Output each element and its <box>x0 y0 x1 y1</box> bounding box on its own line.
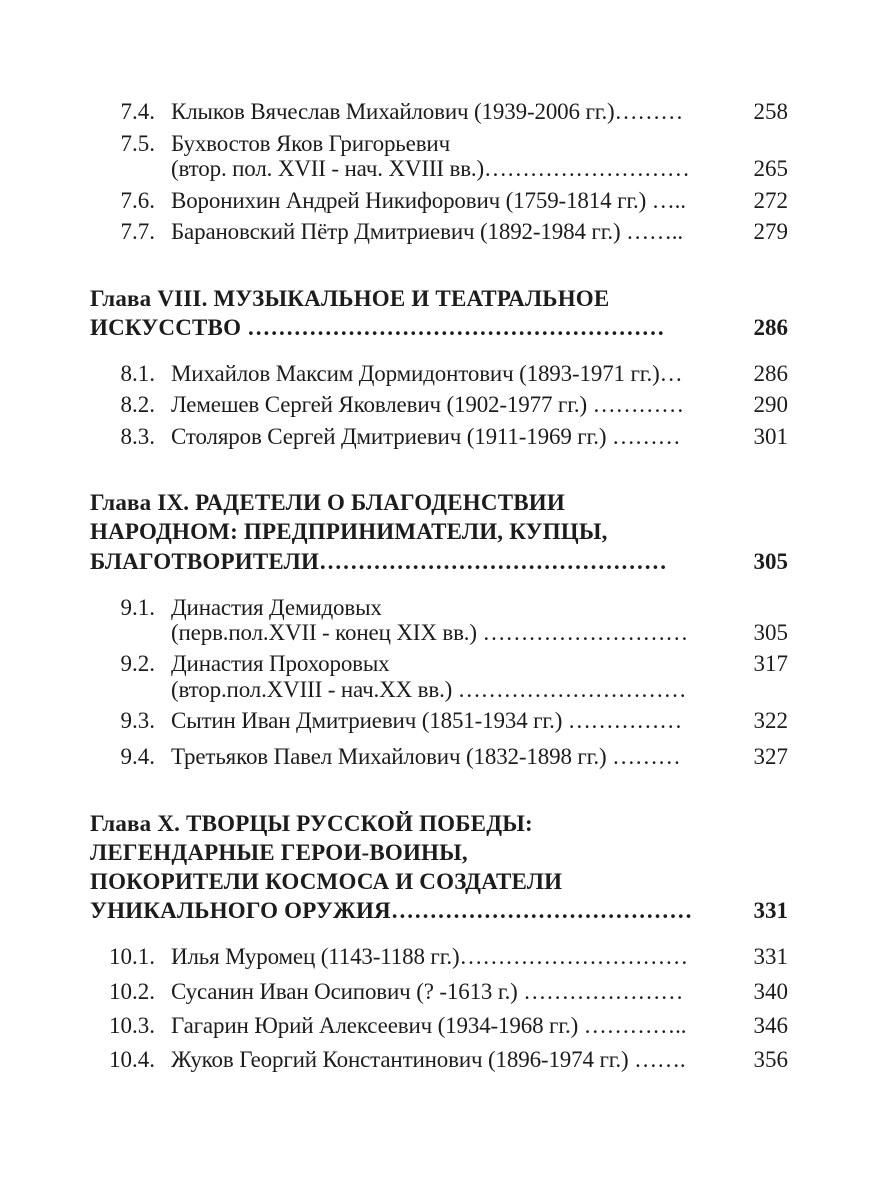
toc-entry-title: Илья Муромец (1143-1188 гг.)………………………… <box>171 944 689 969</box>
toc-entry-title: Гагарин Юрий Алексеевич (1934-1968 гг.) ………….. <box>171 1013 687 1038</box>
chapter-heading: Глава X. ТВОРЦЫ РУССКОЙ ПОБЕДЫ: <box>90 811 533 836</box>
toc-entry-number: 7.4. <box>120 99 155 124</box>
chapter-page: 331 <box>753 898 788 923</box>
toc-entry-title: Барановский Пётр Дмитриевич (1892-1984 гг.) …….. <box>171 219 683 244</box>
toc-entry-page: 340 <box>753 979 788 1004</box>
toc-entry-title: Династия Демидовых <box>171 595 382 620</box>
toc-entry-page: 258 <box>753 99 788 124</box>
toc-entry-title: Бухвостов Яков Григорьевич <box>171 131 450 156</box>
toc-entry-number: 7.5. <box>120 131 155 156</box>
toc-entry-page: 279 <box>753 219 788 244</box>
chapter-page: 286 <box>753 315 788 340</box>
toc-entry-title: Лемешев Сергей Яковлевич (1902-1977 гг.) ………… <box>171 392 684 417</box>
chapter-heading: УНИКАЛЬНОГО ОРУЖИЯ………………………………… <box>90 898 693 923</box>
toc-entry-number: 10.2. <box>109 979 155 1004</box>
toc-entry-page: 322 <box>753 708 788 733</box>
chapter-page: 305 <box>753 549 788 574</box>
toc-entry-page: 272 <box>753 188 788 213</box>
chapter-heading: Глава VIII. МУЗЫКАЛЬНОЕ И ТЕАТРАЛЬНОЕ <box>90 286 610 311</box>
toc-entry-number: 9.1. <box>120 595 155 620</box>
toc-entry-page: 286 <box>753 361 788 386</box>
toc-entry-page: 265 <box>753 156 788 181</box>
toc-entry-title-continued: (втор.пол.XVIII - нач.XX вв.) ………………………… <box>171 677 687 702</box>
toc-entry-page: 331 <box>753 944 788 969</box>
toc-entry-page: 346 <box>753 1013 788 1038</box>
toc-entry-page: 301 <box>753 424 788 449</box>
toc-entry-page: 317 <box>753 651 788 676</box>
toc-entry-number: 9.4. <box>120 744 155 769</box>
toc-entry-title: Столяров Сергей Дмитриевич (1911-1969 гг.) ……… <box>171 424 681 449</box>
toc-entry-number: 7.7. <box>120 219 155 244</box>
toc-entry-title-continued: (втор. пол. XVII - нач. XVIII вв.)……………………… <box>171 156 690 181</box>
toc-entry-title-continued: (перв.пол.XVII - конец XIX вв.) ……………………… <box>171 620 689 645</box>
toc-entry-title: Сусанин Иван Осипович (? -1613 г.) ………………… <box>171 979 684 1004</box>
toc-entry-number: 8.1. <box>120 361 155 386</box>
toc-entry-number: 10.3. <box>109 1013 155 1038</box>
chapter-heading: ИСКУССТВО ……………………………………………… <box>90 315 665 340</box>
toc-entry-page: 305 <box>753 620 788 645</box>
chapter-heading: НАРОДНОМ: ПРЕДПРИНИМАТЕЛИ, КУПЦЫ, <box>90 519 608 544</box>
chapter-heading: БЛАГОТВОРИТЕЛИ……………………………………… <box>90 549 668 574</box>
toc-entry-number: 8.2. <box>120 392 155 417</box>
toc-entry-page: 290 <box>753 392 788 417</box>
toc-entry-number: 10.1. <box>109 944 155 969</box>
chapter-heading: Глава IX. РАДЕТЕЛИ О БЛАГОДЕНСТВИИ <box>90 490 565 515</box>
toc-entry-title: Михайлов Максим Дормидонтович (1893-1971 гг.)… <box>171 361 683 386</box>
toc-entry-title: Жуков Георгий Константинович (1896-1974 гг.) ……. <box>171 1047 686 1072</box>
toc-entry-number: 8.3. <box>120 424 155 449</box>
toc-entry-number: 7.6. <box>120 188 155 213</box>
toc-entry-title: Клыков Вячеслав Михайлович (1939-2006 гг.)……… <box>171 99 684 124</box>
toc-entry-title: Сытин Иван Дмитриевич (1851-1934 гг.) …………… <box>171 708 683 733</box>
chapter-heading: ПОКОРИТЕЛИ КОСМОСА И СОЗДАТЕЛИ <box>90 869 563 894</box>
toc-entry-title: Воронихин Андрей Никифорович (1759-1814 гг.) ….. <box>171 188 686 213</box>
toc-entry-title: Третьяков Павел Михайлович (1832-1898 гг.) ……… <box>171 744 681 769</box>
toc-entry-page: 356 <box>753 1047 788 1072</box>
toc-entry-number: 9.2. <box>120 651 155 676</box>
toc-entry-number: 10.4. <box>109 1047 155 1072</box>
toc-entry-title: Династия Прохоровых <box>171 651 390 676</box>
toc-entry-page: 327 <box>753 744 788 769</box>
toc-entry-number: 9.3. <box>120 708 155 733</box>
chapter-heading: ЛЕГЕНДАРНЫЕ ГЕРОИ-ВОИНЫ, <box>90 840 468 865</box>
